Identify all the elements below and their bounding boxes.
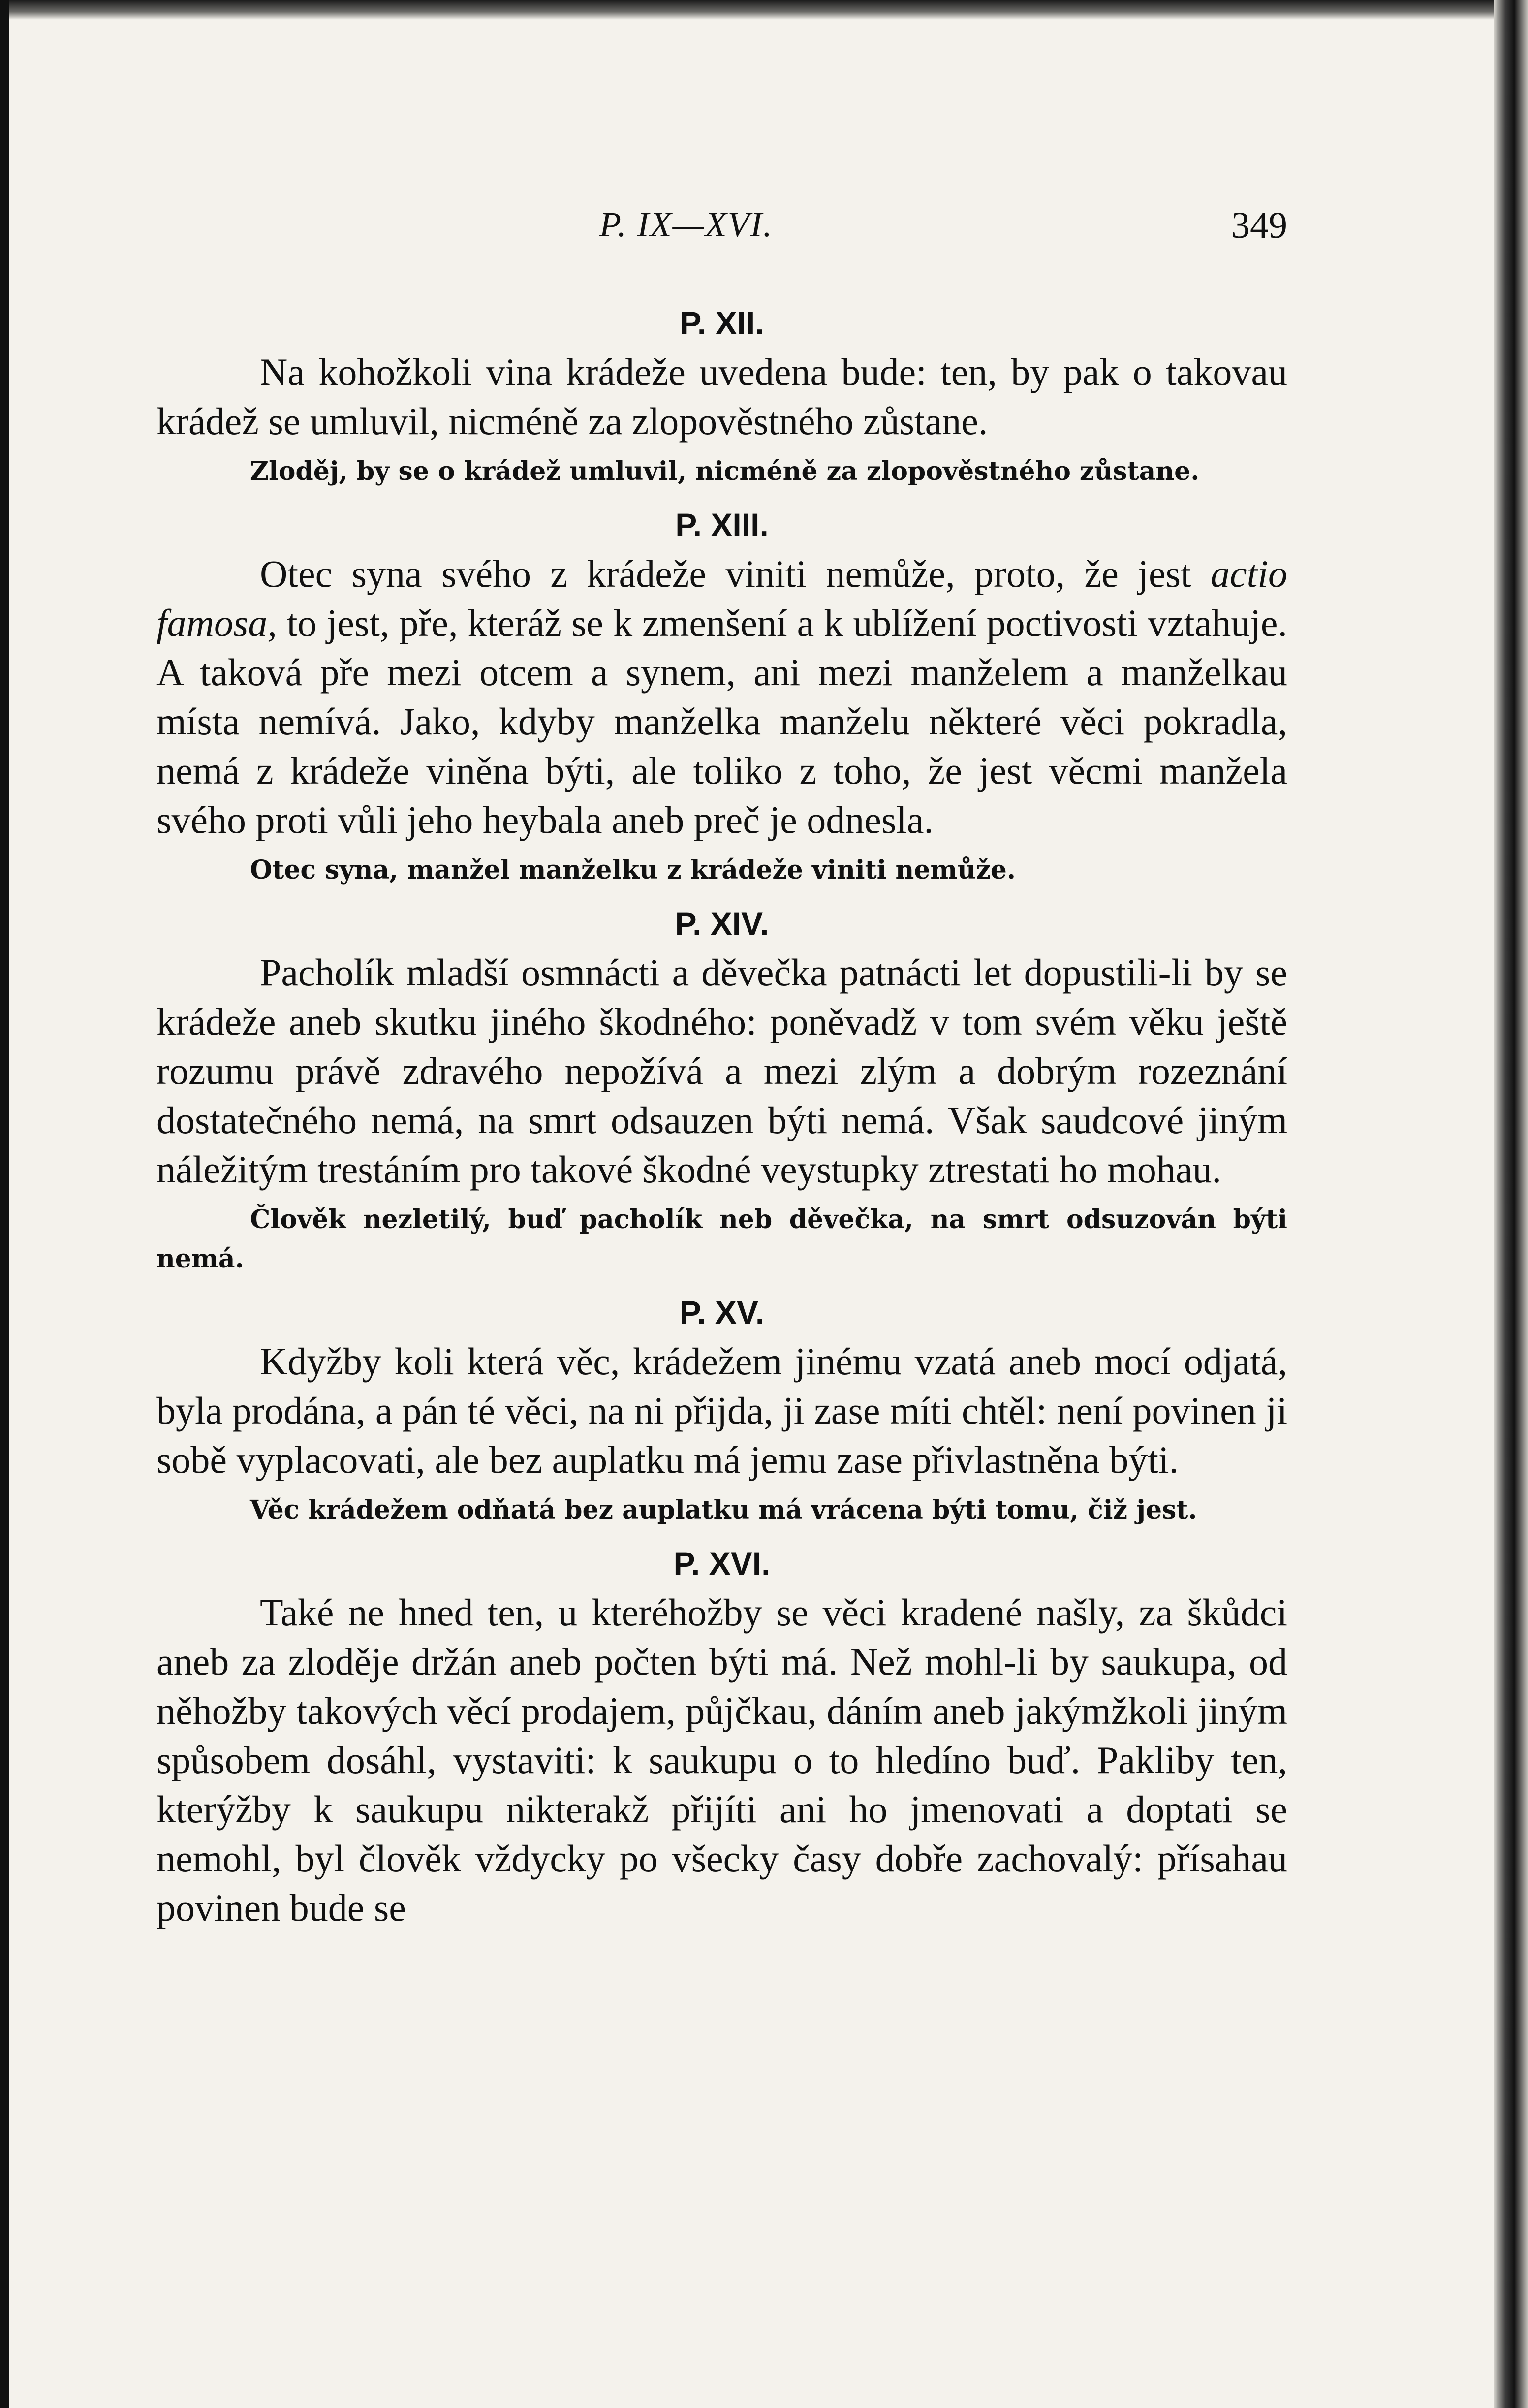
section-paragraph-xv: Kdyžby koli která věc, krádežem jinému vzatá aneb mocí odjatá, byla prodána, a pán té věci, na ni přijda, ji zase míti chtěl: není povinen ji sobě vyplacovati, ale bez auplatku má jemu zase přivlastněna býti. [156,1340,1287,1481]
section-paragraph-xiv: Pacholík mladší osmnácti a děvečka patnácti let dopustili-li by se krádeže aneb skutku jiného škodného: poněvadž v tom svém věku ještě rozumu právě zdravého nepožívá a mezi zlým a dobrým rozeznání dostatečného nemá, na smrt odsauzen býti nemá. Však saudcové jiným náležitým trestáním pro takové škodné veystupky ztrestati ho mohau. [156,951,1287,1191]
body-text [156,304,1287,1933]
section-heading-xvi: P. XVI. [673,1545,771,1582]
section-note-xiv: Člověk nezletilý, buď pacholík neb děvečka, na smrt odsuzován býti nemá. [156,1204,1287,1274]
latin-term: actio famosa, [156,552,1287,644]
section-note-xiii: Otec syna, manžel manželku z krádeže viniti nemůže. [250,855,1016,885]
section-paragraph-xii: Na kohožkoli vina krádeže uvedena bude: ten, by pak o takovau krádež se umluvil, nicméně za zlopověstného zůstane. [156,350,1287,443]
section-note-xii: Zloděj, by se o krádež umluvil, nicméně za zlopověstného zůstane. [250,456,1200,486]
section-heading-xiv: P. XIV. [675,905,769,942]
running-header [156,204,1287,253]
paragraph-xiii-start: Otec syna svého z krádeže viniti nemůže, proto, že jest [260,552,1191,595]
paragraph-xiii-rest: to jest, pře, kteráž se k zmenšení a k ublížení poctivosti vztahuje. A taková pře mezi otcem a synem, ani mezi manželem a manželkau místa nemívá. Jako, kdyby manželka manželu některé věci pokradla, nemá z krádeže viněna býti, ale toliko z toho, že jest věcmi manžela svého proti vůli jeho heybala aneb preč je odnesla. [156,602,1288,841]
scan-left-edge [0,0,9,2408]
section-heading-xii: P. XII. [680,305,764,341]
section-heading-xv: P. XV. [679,1294,765,1331]
section-paragraph-xvi: Také ne hned ten, u kteréhožby se věci kradené našly, za škůdci aneb za zloděje držán aneb počten býti má. Než mohl-li by saukupa, od něhožby takových věcí prodajem, půjčkau, dáním aneb jakýmžkoli jiným spůsobem dosáhl, vystaviti: k saukupu o to hledíno buď. Pakliby ten, kterýžby k saukupu nikterakž přijíti ani ho jmenovati a doptati se nemohl, byl člověk vždycky po všecky časy dobře zachovalý: přísahau povinen bude se [156,1591,1287,1929]
scan-right-edge [1494,0,1528,2408]
section-paragraph-xiii [156,549,1287,845]
section-note-xv: Věc krádežem odňatá bez auplatku má vrácena býti tomu, čiž jest. [250,1495,1197,1525]
running-title: P. IX—XVI. [599,205,773,244]
page-number: 349 [1231,205,1287,246]
section-heading-xiii: P. XIII. [675,507,769,543]
scan-top-edge [0,0,1528,20]
